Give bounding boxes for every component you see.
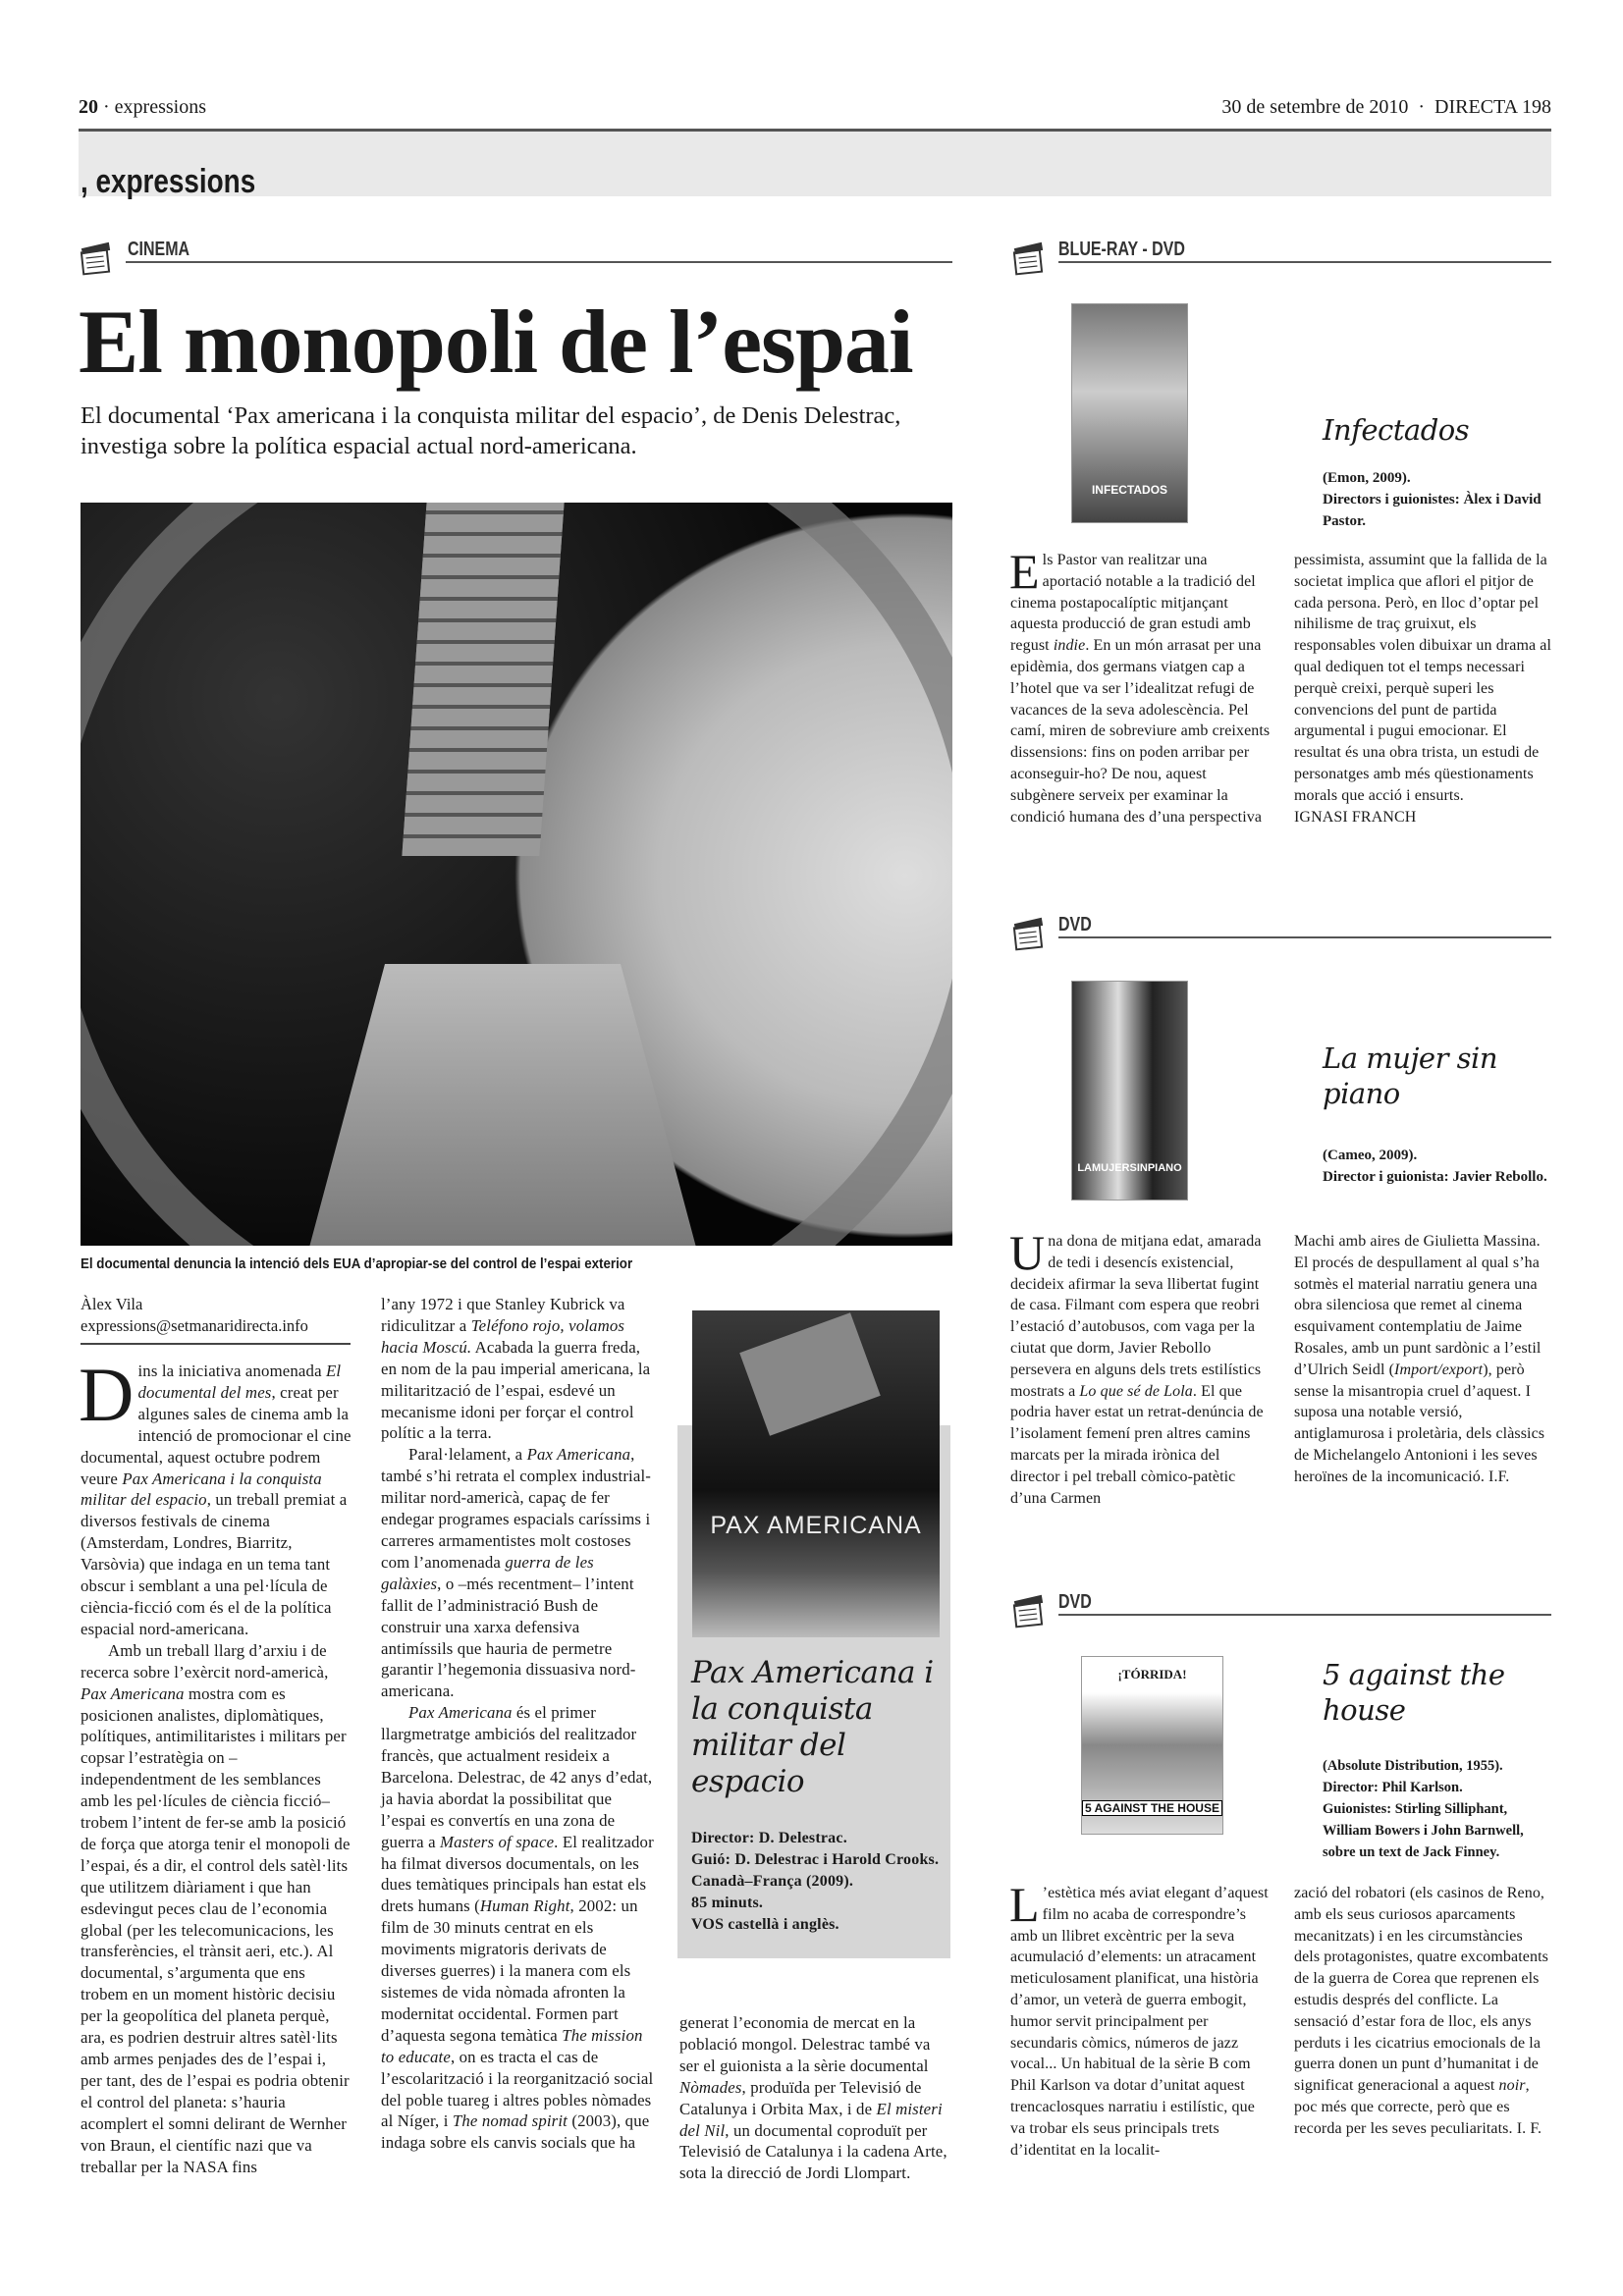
author-email[interactable]: expressions@setmanaridirecta.info <box>81 1316 308 1335</box>
text-run: , 2002: un film de 30 minuts centrat en els moviments migratoris derivats de diverses guerres) i la manera com els sistemes de vida nòmada afronten la modernitat occidental. Formen part d’aquesta segona temàtica <box>381 1896 638 2045</box>
text-run: . El que podria haver estat un retrat-denúncia de l’isolament femení pren altres camins marcats per la mirada irònica del director i pel treball còmico-patètic d’una Carmen <box>1010 1382 1264 1507</box>
photo-caption: El documental denuncia la intenció dels EUA d’apropiar-se del control de l’espai exterior <box>81 1256 633 1272</box>
italic-title: noir <box>1498 2077 1526 2095</box>
film-title: Pax Americana i la conquista militar del espacio <box>691 1655 934 1799</box>
italic-title: Masters of space <box>440 1832 555 1851</box>
review-signature: IGNASI FRANCH <box>1294 808 1417 826</box>
issue-number: DIRECTA 198 <box>1434 96 1551 118</box>
drop-cap: E <box>1009 544 1040 599</box>
paragraph <box>381 1702 654 2154</box>
italic-title: Human Right <box>479 1896 570 1916</box>
text-run: pessimista, assumint que la fallida de la societat implica que aflori el pitjor de cada persona. Però, en lloc d’optar pel nihilisme de traç gruixut, els responsables volen dibuixar un drama al qual dediquen tot el temps necessari perquè creixi, perquè superi les convencions del punt de partida argumental i pugui emocionar. El resultat és una obra trista, un estudi de personatges amb més qüestionaments morals que acció i ensurts. <box>1294 552 1552 804</box>
text-run: (2003), que indaga sobre els canvis socials que ha <box>381 2111 650 2153</box>
text-run: mostra com es posicionen analistes, diplomàtiques, polítiques, antimilitaristes i militars per copsar l’estratègia on –independentment de les semblances amb les pel·lícules de ciència ficció– trobem l’intent de fer-se amb la posició de força que atorga tenir el monopoli de l’espai, és a dir, el control dels satèl·lits que utilitzem diàriament i que han esdevingut peces clau de l’economia global (per les telecomunicacions, les transferències, el trànsit aeri, etc.). Al documental, s’argumenta que ens trobem en un moment històric decisiu per la geopolítica del planeta perquè, ara, es podrien destruir altres satèl·lits amb armes penjades des de l’espai i, per tant, des de l’espai es podria obtenir el control del planeta: s’hauria acomplert el somni delirant de Wernher von Braun, el científic nazi que va treballar per la NASA fins <box>81 1683 351 2176</box>
credit-line: (Cameo, 2009). <box>1323 1148 1418 1163</box>
paragraph <box>81 1640 352 2178</box>
text-run: ins la iniciativa anomenada <box>137 1362 327 1380</box>
credit-line: (Absolute Distribution, 1955). <box>1323 1758 1503 1774</box>
text-run: ’estètica més aviat elegant d’aquest film no acaba de correspondre’s amb un llibret excèntric per la seva acumulació d’elements: un atracament meticulosament planificat, una història d’amor, un veterà de guerra embogit, humor servit principalment per secundaris còmics, números de jazz vocal... Un habitual de la sèrie B com Phil Karlson va dotar d’unitat aquest trencaclosques narratiu i estilístic, que va trobar els seus principals trets d’identitat en la localit- <box>1010 1885 1269 2159</box>
section-label: CINEMA <box>128 239 190 260</box>
photo-space-station <box>402 503 564 856</box>
text-run: , també s’hi retrata el complex industrial-militar nord-americà, capaç de fer endegar programes espacials caríssims i carreres armamentistes molt costoses com l’anomenada <box>381 1445 652 1572</box>
paragraph <box>679 2012 952 2184</box>
text-run: l’any 1972 i que Stanley Kubrick va ridiculitzar a <box>381 1295 625 1335</box>
text-run: . En un món arrasat per una epidèmia, dos germans viatgen cap a l’hotel que va ser l’idealitzat refugi de vacances de la seva adolescència. Pel camí, miren de sobreviure amb creixents dissensions: fins on poden arribar per aconseguir-ho? De nou, aquest subgènere serveix per examinar la condició humana des d’una perspectiva <box>1010 637 1271 826</box>
credit-line: Guionistes: Stirling Silliphant, William Bowers i John Barnwell, sobre un text de Jack Finney. <box>1323 1801 1524 1860</box>
review-credits <box>1323 1145 1583 1188</box>
drop-cap: D <box>79 1352 135 1437</box>
text-run: generat l’economia de mercat en la població mongol. Delestrac també va ser el guionista a la sèrie documental <box>679 2013 931 2075</box>
film-credits <box>691 1828 947 1936</box>
section-heading-cinema <box>126 230 952 263</box>
text-run: Paral·lelament, a <box>408 1445 527 1465</box>
text-run: , creat per algunes sales de cinema amb la intenció de promocionar el cine documental, aquest octubre podrem veure <box>81 1382 352 1488</box>
drop-cap: U <box>1009 1225 1046 1280</box>
text-run: , on es tracta el cas de l’escolarització i la reorganització social del poble tuareg i altres pobles nòmades al Níger, i <box>381 2047 654 2131</box>
text-run: Acabada la guerra freda, en nom de la pau imperial americana, la militarització de l’espai, esdevé un mecanisme idoni per forçar el control polític a la terra. <box>381 1337 651 1443</box>
section-band-title: , expressions <box>81 163 256 200</box>
pax-americana-poster <box>692 1310 940 1637</box>
article-title: El monopoli de l’espai <box>79 292 913 392</box>
italic-title: The nomad spirit <box>452 2111 568 2131</box>
review-title: La mujer sin piano <box>1323 1041 1498 1110</box>
article-column-3 <box>679 2012 952 2184</box>
text-run: Amb un treball llarg d’arxiu i de recerca sobre l’exèrcit nord-americà, <box>81 1640 329 1682</box>
section-name: expressions <box>114 96 206 118</box>
italic-title: Pax Americana <box>526 1445 631 1465</box>
paragraph <box>381 1444 654 1702</box>
section-heading-review <box>1058 905 1551 938</box>
review-column-a <box>1009 544 1271 828</box>
review-column-b <box>1294 1231 1552 1488</box>
running-head-right <box>1221 96 1551 119</box>
dvd-cover <box>1082 1657 1222 1834</box>
italic-title: Pax Americana <box>81 1683 185 1703</box>
text-run: , produïda per Televisió de Catalunya i Orbita Max, i de <box>679 2077 922 2118</box>
credit-line: (Emon, 2009). <box>1323 470 1411 486</box>
review-credits <box>1323 467 1583 532</box>
paragraph <box>1294 550 1552 807</box>
article-column-1 <box>79 1352 352 2177</box>
review-title: Infectados <box>1323 413 1470 447</box>
author-name: Àlex Vila <box>81 1295 143 1313</box>
italic-title: The mission to educate <box>381 2025 643 2066</box>
running-head-left <box>79 96 206 119</box>
text-run: és el primer llargmetratge ambiciós del realitzador francès, que actualment resideix a Barcelona. Delestrac, de 42 anys d’edat, ja havia abordat la possibilitat que l’espai es convertís en una zona de guerra a <box>381 1703 653 1851</box>
article-deck: El documental ‘Pax americana i la conquista militar del espacio’, de Denis Delestrac, investiga sobre la política espacial actual nord-americana. <box>81 402 901 459</box>
section-heading-review <box>1058 230 1551 263</box>
credit-line: Directors i guionistes: Àlex i David Pastor. <box>1323 492 1542 529</box>
byline <box>81 1294 351 1345</box>
text-run: Machi amb aires de Giulietta Massina. El procés de despullament al qual s’ha sotmès el material narratiu genera una obra silenciosa que remet al cinema esquivament contemplatiu de Jaime Rosales, amb un punt sardònic a l’estil d’Ulrich Seidl ( <box>1294 1233 1542 1378</box>
paragraph <box>1009 544 1271 828</box>
section-heading-review <box>1058 1582 1551 1616</box>
paragraph <box>1294 1883 1552 2140</box>
italic-title: El documental del mes <box>137 1362 342 1402</box>
paragraph <box>1009 1225 1271 1509</box>
text-run: . El realitzador ha filmat diversos documentals, on les dues temàtiques principals han estat els drets humans ( <box>381 1832 654 1916</box>
section-label: DVD <box>1058 914 1092 935</box>
text-run: na dona de mitjana edat, amarada de tedi i desencís existencial, decideix afirmar la seva llibertat fugint de casa. Filmant com espera que reobri l’estació d’autobusos, com vaga per la ciutat que dorm, Javier Rebollo persevera en alguns dels trets estilístics mostrats a <box>1010 1233 1262 1400</box>
paragraph <box>1009 1877 1271 2161</box>
italic-title: Teléfono rojo, volamos hacia Moscú. <box>381 1315 625 1357</box>
section-band <box>79 132 1551 196</box>
text-run: , un treball premiat a diversos festivals de cinema (Amsterdam, Londres, Biarritz, Varsòvia) que indaga en un tema tant obscur i semblant a una pel·lícula de ciència-ficció com és el de la política espacial nord-americana. <box>81 1490 348 1638</box>
paragraph <box>1294 1231 1552 1488</box>
poster-title: PAX AMERICANA <box>710 1512 922 1539</box>
separator: · <box>1418 96 1426 118</box>
credit-line: Guió: D. Delestrac i Harold Crooks. <box>691 1851 940 1868</box>
bullet: · <box>103 96 110 118</box>
paragraph <box>381 1294 654 1444</box>
drop-cap: L <box>1009 1877 1040 1932</box>
review-credits <box>1323 1755 1558 1863</box>
article-photo-space-shuttle <box>81 503 952 1246</box>
section-label: BLUE-RAY - DVD <box>1058 239 1185 260</box>
cover-tagline: ¡TÓRRIDA! <box>1117 1667 1187 1682</box>
text-run: , o –més recentment– l’intent fallit de l’administració Bush de construir una xarxa defensiva antimíssils que hauria de permetre garantir l’hegemonia dissuasiva nord-americana. <box>381 1574 636 1701</box>
italic-title: Import/export <box>1394 1361 1484 1378</box>
italic-title: Pax Americana i la conquista militar del espacio <box>81 1468 322 1510</box>
issue-date: 30 de setembre de 2010 <box>1221 96 1409 118</box>
text-run: , poc més que correcte, però que es recorda per les seves peculiaritats. I. F. <box>1294 2077 1542 2137</box>
credit-line: 85 minuts. <box>691 1895 764 1911</box>
cover-title: INFECTADOS <box>1091 483 1168 497</box>
credit-line: Canadà–França (2009). <box>691 1873 854 1890</box>
credit-line: Director i guionista: Javier Rebollo. <box>1323 1169 1547 1185</box>
italic-title: Lo que sé de Lola <box>1079 1382 1193 1400</box>
dvd-cover <box>1072 982 1187 1200</box>
credit-line: Director: D. Delestrac. <box>691 1830 847 1846</box>
article-column-2 <box>381 1294 654 2154</box>
italic-title: Nòmades <box>679 2077 742 2097</box>
cover-title: 5 AGAINST THE HOUSE <box>1082 1800 1222 1816</box>
italic-title: indie <box>1053 637 1086 655</box>
text-run: ls Pastor van realitzar una aportació notable a la tradició del cinema postapocalíptic mitjançant aquesta producció de gran estudi amb regust <box>1010 552 1256 655</box>
review-title: 5 against the house <box>1323 1658 1505 1727</box>
review-column-a <box>1009 1225 1271 1509</box>
text-run: zació del robatori (els casinos de Reno, amb els seus curiosos aparcaments mecanitzats) i en les circumstàncies dels protagonistes, quatre excombatents de la guerra de Corea que reprenen els estudis després del conflicte. La sensació d’estar fora de lloc, els anys perduts i les cicatrius emocionals de la guerra donen un punt d’humanitat i de significat generacional a aquest <box>1294 1885 1548 2095</box>
credit-line: Director: Phil Karlson. <box>1323 1780 1463 1795</box>
italic-title: El misteri del Nil <box>679 2099 943 2140</box>
italic-title: Pax Americana <box>408 1703 513 1723</box>
credit-line: VOS castellà i anglès. <box>691 1916 839 1933</box>
review-column-b <box>1294 1883 1552 2140</box>
poster-satellite <box>739 1312 881 1436</box>
section-label: DVD <box>1058 1591 1092 1613</box>
review-column-a <box>1009 1877 1271 2161</box>
cover-title: LAMUJERSINPIANO <box>1077 1162 1182 1174</box>
text-run: ), però sense la misantropia cruel d’aquest. I suposa una notable versió, antiglamurosa i proletària, dels clàssics de Michelangelo Antonioni i les seves heroïnes de la incomunicació. I.F. <box>1294 1361 1545 1485</box>
page-number: 20 <box>79 96 98 118</box>
text-run: , un documental coproduït per Televisió de Catalunya i la cadena Arte, sota la direcció de Jordi Llompart. <box>679 2120 947 2183</box>
dvd-cover <box>1072 304 1187 522</box>
italic-title: guerra de les galàxies <box>381 1552 594 1593</box>
review-column-b <box>1294 550 1552 828</box>
